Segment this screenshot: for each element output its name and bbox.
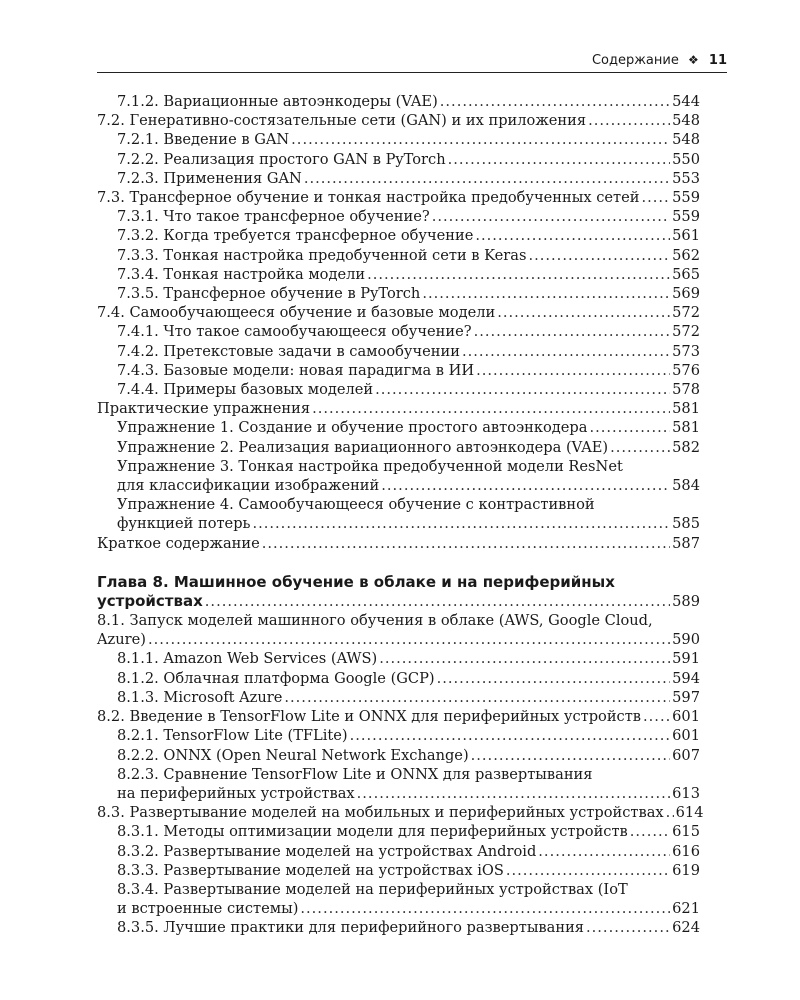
toc-entry-title: 7.4.2. Претекстовые задачи в самообучении — [117, 342, 460, 360]
toc-entry-title: 7.3.5. Трансферное обучение в PyTorch — [117, 285, 421, 303]
toc-entry-page: 572 — [672, 304, 700, 322]
toc-entry-title: 8.3. Развертывание моделей на мобильных и периферийных устройствах — [97, 804, 664, 822]
toc-entry[interactable] — [97, 611, 700, 649]
toc-section-chapter-7 — [97, 92, 700, 553]
toc-entry[interactable] — [97, 380, 700, 399]
toc-entry-page: 590 — [672, 631, 700, 649]
toc-entry[interactable] — [97, 880, 700, 918]
leader-dots — [379, 649, 670, 668]
toc-entry[interactable] — [97, 688, 700, 707]
toc-entry-page: 550 — [672, 150, 700, 168]
toc-entry-page: 562 — [672, 246, 700, 264]
toc-entry-page: 576 — [672, 361, 700, 379]
leader-dots — [641, 188, 670, 207]
toc-entry[interactable] — [97, 707, 700, 726]
leader-dots — [381, 476, 670, 495]
leader-dots — [300, 899, 670, 918]
toc-entry[interactable] — [97, 111, 700, 130]
toc-entry[interactable] — [97, 150, 700, 169]
toc-entry-title: 7.4. Самообучающееся обучение и базовые модели — [97, 304, 496, 322]
toc-entry-title: 8.2.1. TensorFlow Lite (TFLite) — [117, 727, 348, 745]
toc-entry[interactable] — [97, 765, 700, 803]
toc-entry-title: 7.1.2. Вариационные автоэнкодеры (VAE) — [117, 93, 438, 110]
leader-dots — [589, 418, 670, 437]
toc-entry[interactable] — [97, 649, 700, 668]
toc-entry-title: 7.4.1. Что такое самообучающееся обучение? — [117, 323, 472, 341]
toc-entry[interactable] — [97, 822, 700, 841]
leader-dots — [252, 514, 670, 533]
toc-entry-page: 553 — [672, 169, 700, 187]
toc-entry-title: 7.2.3. Применения GAN — [117, 169, 302, 187]
leader-dots — [205, 592, 670, 611]
toc-entry[interactable] — [97, 92, 700, 111]
toc-entry-page: 589 — [672, 592, 700, 610]
toc-entry-title-line1: Глава 8. Машинное обучение в облаке и на периферийных — [97, 572, 615, 591]
toc-entry-page: 615 — [672, 823, 700, 841]
toc-entry[interactable] — [97, 342, 700, 361]
toc-entry-page: 559 — [672, 208, 700, 226]
toc-entry[interactable] — [97, 169, 700, 188]
toc-entry-page: 621 — [672, 900, 700, 918]
leader-dots — [471, 746, 671, 765]
toc-entry-page: 582 — [672, 438, 700, 456]
toc-entry-title: Azure) — [97, 631, 146, 649]
toc-entry-title: и встроенные системы) — [117, 900, 299, 918]
toc-entry-page: 578 — [672, 381, 700, 399]
toc-entry-title: 7.2.1. Введение в GAN — [117, 131, 290, 149]
header-rule — [97, 72, 727, 73]
toc-entry-title: 8.3.1. Методы оптимизации модели для периферийных устройств — [117, 823, 628, 841]
toc-entry-page: 613 — [672, 784, 700, 802]
toc-entry-title-line1: Упражнение 3. Тонкая настройка предобученной модели ResNet — [117, 457, 623, 475]
toc-entry-title: функцией потерь — [117, 515, 251, 533]
toc-entry-title: 7.3.4. Тонкая настройка модели — [117, 265, 366, 283]
leader-dots — [312, 399, 670, 418]
toc-entry[interactable] — [97, 418, 700, 437]
toc-entry-page: 585 — [672, 515, 700, 533]
toc-entry[interactable] — [97, 265, 700, 284]
toc-entry[interactable] — [97, 495, 700, 533]
leader-dots — [357, 784, 670, 803]
leader-dots — [367, 265, 670, 284]
toc-entry-title-line1: 8.3.4. Развертывание моделей на периферийных устройствах (IoT — [117, 880, 628, 898]
leader-dots — [440, 92, 670, 111]
leader-dots — [666, 803, 674, 822]
leader-dots — [475, 226, 670, 245]
toc-entry-page: 591 — [672, 650, 700, 668]
toc-entry[interactable] — [97, 188, 700, 207]
leader-dots — [291, 130, 670, 149]
toc-entry-page: 619 — [672, 861, 700, 879]
leader-dots — [538, 842, 670, 861]
toc-entry[interactable] — [97, 534, 700, 553]
toc-entry[interactable] — [97, 669, 700, 688]
toc-entry[interactable] — [97, 746, 700, 765]
toc-entry-page: 614 — [675, 804, 704, 822]
toc-entry[interactable] — [97, 861, 700, 880]
leader-dots — [462, 342, 670, 361]
toc-entry[interactable] — [97, 842, 700, 861]
leader-dots — [474, 322, 671, 341]
toc-entry-title: Практические упражнения — [97, 400, 311, 418]
leader-dots — [304, 169, 670, 188]
leader-dots — [350, 726, 671, 745]
toc-entry-title: 8.3.5. Лучшие практики для периферийного развертывания — [117, 919, 585, 937]
leader-dots — [262, 534, 670, 553]
toc-entry-title: 7.4.4. Примеры базовых моделей — [117, 381, 374, 399]
toc-entry-title-line1: 8.2.3. Сравнение TensorFlow Lite и ONNX для развертывания — [117, 765, 593, 783]
toc-entry-page: 594 — [672, 669, 700, 687]
toc-entry-title: 8.1.2. Облачная платформа Google (GCP) — [117, 669, 435, 687]
toc-entry-title: Упражнение 1. Создание и обучение простого автоэнкодера — [117, 419, 588, 437]
toc-entry[interactable] — [97, 399, 700, 418]
toc-entry-title: на периферийных устройствах — [117, 784, 355, 802]
header-page-number: 11 — [708, 53, 727, 68]
toc-entry[interactable] — [97, 361, 700, 380]
toc-entry-page: 601 — [672, 708, 700, 726]
toc-entry[interactable] — [97, 207, 700, 226]
toc-entry-title: 8.3.2. Развертывание моделей на устройствах Android — [117, 842, 537, 860]
toc-entry-page: 573 — [672, 342, 700, 360]
leader-dots — [432, 207, 670, 226]
header-section-title: Содержание — [591, 53, 679, 68]
toc-entry-title: Упражнение 2. Реализация вариационного автоэнкодера (VAE) — [117, 438, 609, 456]
toc-entry-title: для классификации изображений — [117, 477, 380, 495]
toc-chapter-heading[interactable] — [97, 572, 700, 611]
toc-entry-page: 569 — [672, 285, 700, 303]
leader-dots — [284, 688, 670, 707]
leader-dots — [437, 669, 671, 688]
toc-entry[interactable] — [97, 726, 700, 745]
toc-entry-title: 7.3.3. Тонкая настройка предобученной сети в Keras — [117, 246, 527, 264]
toc-entry-title-line1: Упражнение 4. Самообучающееся обучение с контрастивной — [117, 496, 595, 514]
toc-entry-page: 548 — [672, 112, 700, 130]
leader-dots — [497, 303, 670, 322]
leader-dots — [375, 380, 670, 399]
toc-entry[interactable] — [97, 322, 700, 341]
toc-entry[interactable] — [97, 803, 704, 822]
toc-entry-page: 607 — [672, 746, 700, 764]
leader-dots — [610, 438, 670, 457]
toc-entry-page: 544 — [672, 93, 700, 110]
leader-dots — [506, 861, 670, 880]
toc-entry-page: 548 — [672, 131, 700, 149]
toc-entry-title: 8.1.3. Microsoft Azure — [117, 688, 283, 706]
toc-entry-title: 7.2. Генеративно-состязательные сети (GAN) и их приложения — [97, 112, 587, 130]
leader-dots — [588, 111, 670, 130]
toc-entry-page: 597 — [672, 688, 700, 706]
running-header — [97, 50, 727, 70]
toc-entry-title: Краткое содержание — [97, 534, 260, 552]
toc-entry-page: 624 — [672, 919, 700, 937]
toc-entry-page: 561 — [672, 227, 700, 245]
leader-dots — [148, 630, 670, 649]
toc-entry-page: 572 — [672, 323, 700, 341]
table-of-contents — [97, 92, 704, 938]
leader-dots — [422, 284, 670, 303]
toc-entry-page: 581 — [672, 400, 700, 418]
toc-section-chapter-8 — [97, 611, 704, 937]
toc-entry-page: 616 — [672, 842, 700, 860]
toc-entry[interactable] — [97, 130, 700, 149]
toc-entry-title: 7.3.2. Когда требуется трансферное обучение — [117, 227, 474, 245]
leader-dots — [586, 918, 670, 937]
toc-entry-title: 7.2.2. Реализация простого GAN в PyTorch — [117, 150, 446, 168]
toc-entry-page: 584 — [672, 477, 700, 495]
leader-dots — [630, 822, 670, 841]
toc-entry-title: устройствах — [97, 591, 203, 610]
toc-entry-title: 7.4.3. Базовые модели: новая парадигма в ИИ — [117, 361, 475, 379]
toc-entry-page: 565 — [672, 265, 700, 283]
toc-entry-title: 8.1.1. Amazon Web Services (AWS) — [117, 650, 378, 668]
toc-entry[interactable] — [97, 226, 700, 245]
toc-entry-page: 587 — [672, 534, 700, 552]
toc-entry[interactable] — [97, 918, 700, 937]
toc-entry-page: 559 — [672, 189, 700, 207]
toc-entry[interactable] — [97, 303, 700, 322]
toc-entry[interactable] — [97, 438, 700, 457]
leader-dots — [476, 361, 670, 380]
leader-dots — [643, 707, 670, 726]
toc-entry[interactable] — [97, 246, 700, 265]
toc-entry-title: 8.3.3. Развертывание моделей на устройствах iOS — [117, 861, 504, 879]
toc-entry-title-line1: 8.1. Запуск моделей машинного обучения в облаке (AWS, Google Cloud, — [97, 612, 653, 630]
toc-entry-title: 7.3. Трансферное обучение и тонкая настройка предобученных сетей — [97, 189, 640, 207]
leader-dots — [528, 246, 670, 265]
toc-entry[interactable] — [97, 457, 700, 495]
toc-entry-title: 8.2.2. ONNX (Open Neural Network Exchange) — [117, 746, 469, 764]
leader-dots — [448, 150, 671, 169]
diamond-ornament-icon: ❖ — [688, 53, 699, 67]
toc-entry-title: 7.3.1. Что такое трансферное обучение? — [117, 208, 430, 226]
toc-entry-page: 601 — [672, 727, 700, 745]
toc-entry-page: 581 — [672, 419, 700, 437]
toc-entry-title: 8.2. Введение в TensorFlow Lite и ONNX для периферийных устройств — [97, 708, 642, 726]
toc-entry[interactable] — [97, 284, 700, 303]
